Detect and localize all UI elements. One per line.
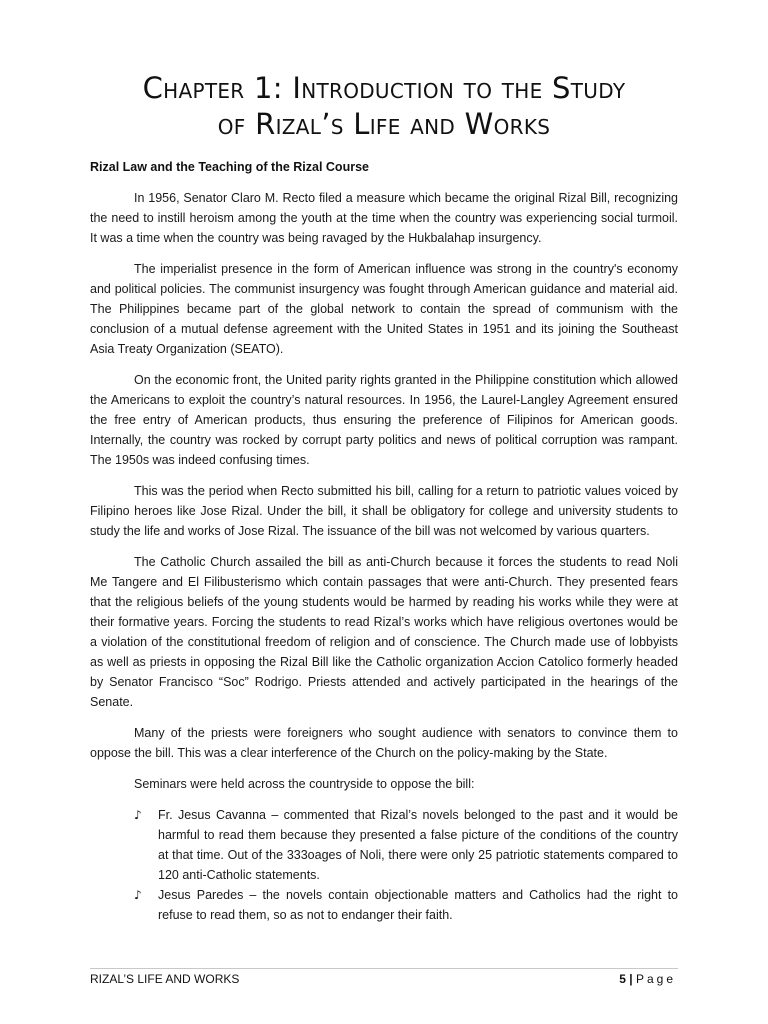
chapter-title-line-2: of Rizal’s Life and Works	[217, 107, 551, 141]
section-heading: Rizal Law and the Teaching of the Rizal Course	[90, 160, 369, 174]
chapter-title-line-1: Chapter 1: Introduction to the Study	[142, 71, 626, 105]
body-text	[90, 188, 678, 925]
list-item	[90, 885, 678, 925]
page-number-value: 5	[619, 972, 626, 986]
bullet-list	[90, 805, 678, 925]
music-note-bullet-icon: ♪	[134, 808, 142, 822]
paragraph: Many of the priests were foreigners who sought audience with senators to convince them to oppose the bill. This was a clear interference of the Church on the policy-making by the State.	[90, 726, 678, 760]
music-note-bullet-icon: ♪	[134, 888, 142, 902]
list-item-text: Jesus Paredes – the novels contain objectionable matters and Catholics had the right to refuse to read them, so as not to endanger their faith.	[158, 888, 678, 922]
footer-divider	[90, 968, 678, 969]
paragraph: On the economic front, the United parity rights granted in the Philippine constitution which allowed the Americans to exploit the country’s natural resources. In 1956, the Laurel-Langley Agreement ensured the free entry of American products, thus ensuring the preference of Filipinos for American goods. Internally, the country was rocked by corrupt party politics and news of political corruption was rampant. The 1950s was indeed confusing times.	[90, 373, 678, 467]
list-item	[90, 805, 678, 885]
paragraph: The Catholic Church assailed the bill as anti-Church because it forces the students to read Noli Me Tangere and El Filibusterismo which contain passages that were anti-Church. They presented fears that the religious beliefs of the young students would be harmed by reading his works while they were at their formative years. Forcing the students to read Rizal’s works which have religious overtones would be a violation of the constitutional freedom of religion and of conscience. The Church made use of lobbyists as well as priests in opposing the Rizal Bill like the Catholic organization Accion Catolico formerly headed by Senator Francisco “Soc” Rodrigo. Priests attended and actively participated in the hearings of the Senate.	[90, 555, 678, 709]
paragraph: Seminars were held across the countryside to oppose the bill:	[134, 777, 475, 791]
page-label: Page	[635, 972, 676, 986]
paragraph: In 1956, Senator Claro M. Recto filed a measure which became the original Rizal Bill, recognizing the need to instill heroism among the youth at the time when the country was experiencing social turmoil. It was a time when the country was being ravaged by the Hukbalahap insurgency.	[90, 191, 678, 245]
paragraph: This was the period when Recto submitted his bill, calling for a return to patriotic values voiced by Filipino heroes like Jose Rizal. Under the bill, it shall be obligatory for college and university students to study the life and works of Jose Rizal. The issuance of the bill was not welcomed by various quarters.	[90, 484, 678, 538]
paragraph: The imperialist presence in the form of American influence was strong in the country's economy and political policies. The communist insurgency was fought through American guidance and material aid. The Philippines became part of the global network to contain the spread of communism with the conclusion of a mutual defense agreement with the United States in 1951 and its joining the Southeast Asia Treaty Organization (SEATO).	[90, 262, 678, 356]
chapter-title	[60, 70, 708, 142]
page-number	[619, 972, 676, 986]
page-number-separator: |	[629, 972, 633, 986]
footer-title: RIZAL’S LIFE AND WORKS	[90, 972, 240, 986]
list-item-text: Fr. Jesus Cavanna – commented that Rizal’s novels belonged to the past and it would be harmful to read them because they presented a false picture of the conditions of the country at that time. Out of the 333oages of Noli, there were only 25 patriotic statements compared to 120 anti-Catholic statements.	[158, 808, 678, 882]
